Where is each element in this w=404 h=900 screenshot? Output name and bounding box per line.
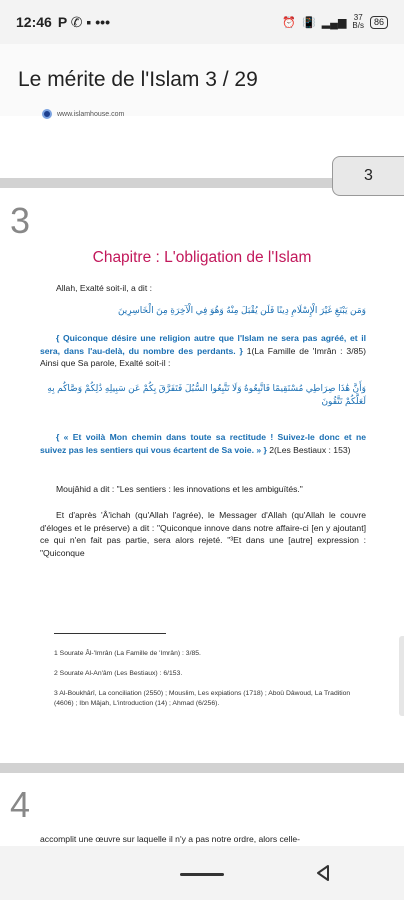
moujahid-text: Moujâhid a dit : "Les sentiers : les innovations et les ambiguïtés.": [56, 484, 303, 494]
verse-translation-1: [40, 332, 366, 370]
notification-icons: P ✆ ▪ •••: [57, 13, 110, 30]
page-number-tab[interactable]: 3: [332, 156, 404, 196]
quote-2: { « Et voilà Mon chemin dans toute sa rectitude ! Suivez-le donc et ne suivez pas les sentiers qui vous écartent de Sa voie. » }: [40, 432, 366, 455]
net-speed-unit: B/s: [352, 21, 364, 30]
page-header: [42, 109, 124, 119]
signal-icon: ▂▄▆: [321, 16, 347, 29]
arabic-verse-1: وَمَن يَبْتَغِ غَيْرَ الْإِسْلَامِ دِينًا فَلَن يُقْبَلَ مِنْهُ وَهُوَ فِي الْآخِرَةِ مِنَ الْخَاسِرِينَ: [117, 305, 366, 315]
page-separator: [0, 763, 404, 773]
battery-icon: 86: [370, 16, 388, 29]
back-icon[interactable]: [314, 864, 332, 882]
aicha-hadith-text: Et d'après 'Â'ichah (qu'Allah l'agrée), le Messager d'Allah (qu'Allah le couvre d'éloges et le préserve) a dit : "Quiconque innove dans notre affaire-ci [en y ajoutant] ce qui n'en fait pas partie, sera alors rejeté. "³Et dans une [autre] expression : "Quiconque: [40, 510, 366, 558]
ref-1: 1(La Famille de 'Imrân : 3/85) Ainsi que Sa parole, Exalté soit-il :: [40, 345, 366, 368]
vibrate-icon: 📳: [302, 16, 316, 29]
footnote-3: 3 Al-Boukhârî, La conciliation (2550) ; Mouslim, Les expiations (1718) ; Aboû Dâwoud, La Tradition (4606) ; Ibn Mâjah, L'introduction (14) ; Ahmad (6/256).: [54, 690, 351, 707]
verse-translation-2: [40, 431, 366, 456]
footnote-rule: [54, 633, 166, 634]
app-title: Le mérite de l'Islam 3 / 29: [18, 68, 258, 91]
home-gesture-icon[interactable]: [180, 873, 224, 876]
footnote-1: 1 Sourate Âl-'Imrân (La Famille de 'Imrân) : 3/85.: [54, 650, 201, 657]
page-header-url: www.islamhouse.com: [57, 110, 125, 118]
arabic-verse-2: وَأَنَّ هَٰذَا صِرَاطِي مُسْتَقِيمًا فَاتَّبِعُوهُ وَلَا تَتَّبِعُوا السُّبُلَ فَتَفَرَّقَ بِكُمْ عَن سَبِيلِهِ ذَٰلِكُمْ وَصَّاكُم بِهِ لَعَلَّكُمْ تَتَّقُونَ: [47, 383, 366, 406]
scrollbar-handle[interactable]: [399, 636, 404, 716]
page-number: 3: [10, 200, 31, 241]
status-bar: [0, 0, 404, 44]
chapter-title: Chapitre : L'obligation de l'Islam: [92, 249, 312, 266]
net-speed-value: 37: [353, 13, 363, 22]
navigation-bar: [0, 846, 404, 900]
ref-2: 2(Les Bestiaux : 153): [269, 444, 351, 455]
alarm-icon: ⏰: [282, 16, 296, 29]
page4-text: accomplit une œuvre sur laquelle il n'y a pas notre ordre, alors celle-: [40, 834, 301, 844]
net-speed: [352, 14, 364, 30]
quote-1: { Quiconque désire une religion autre que l'Islam ne sera pas agréé, et il sera, dans l'au-delà, du nombre des perdants. }: [40, 333, 366, 356]
intro-text: Allah, Exalté soit-il, a dit :: [56, 283, 153, 293]
clock: 12:46: [16, 14, 52, 30]
app-bar: [0, 44, 404, 116]
page-number: 4: [10, 784, 31, 825]
document-viewer[interactable]: [0, 110, 404, 846]
islamhouse-logo-icon: [42, 109, 52, 119]
footnote-2: 2 Sourate Al-An'âm (Les Bestiaux) : 6/153.: [54, 670, 183, 677]
